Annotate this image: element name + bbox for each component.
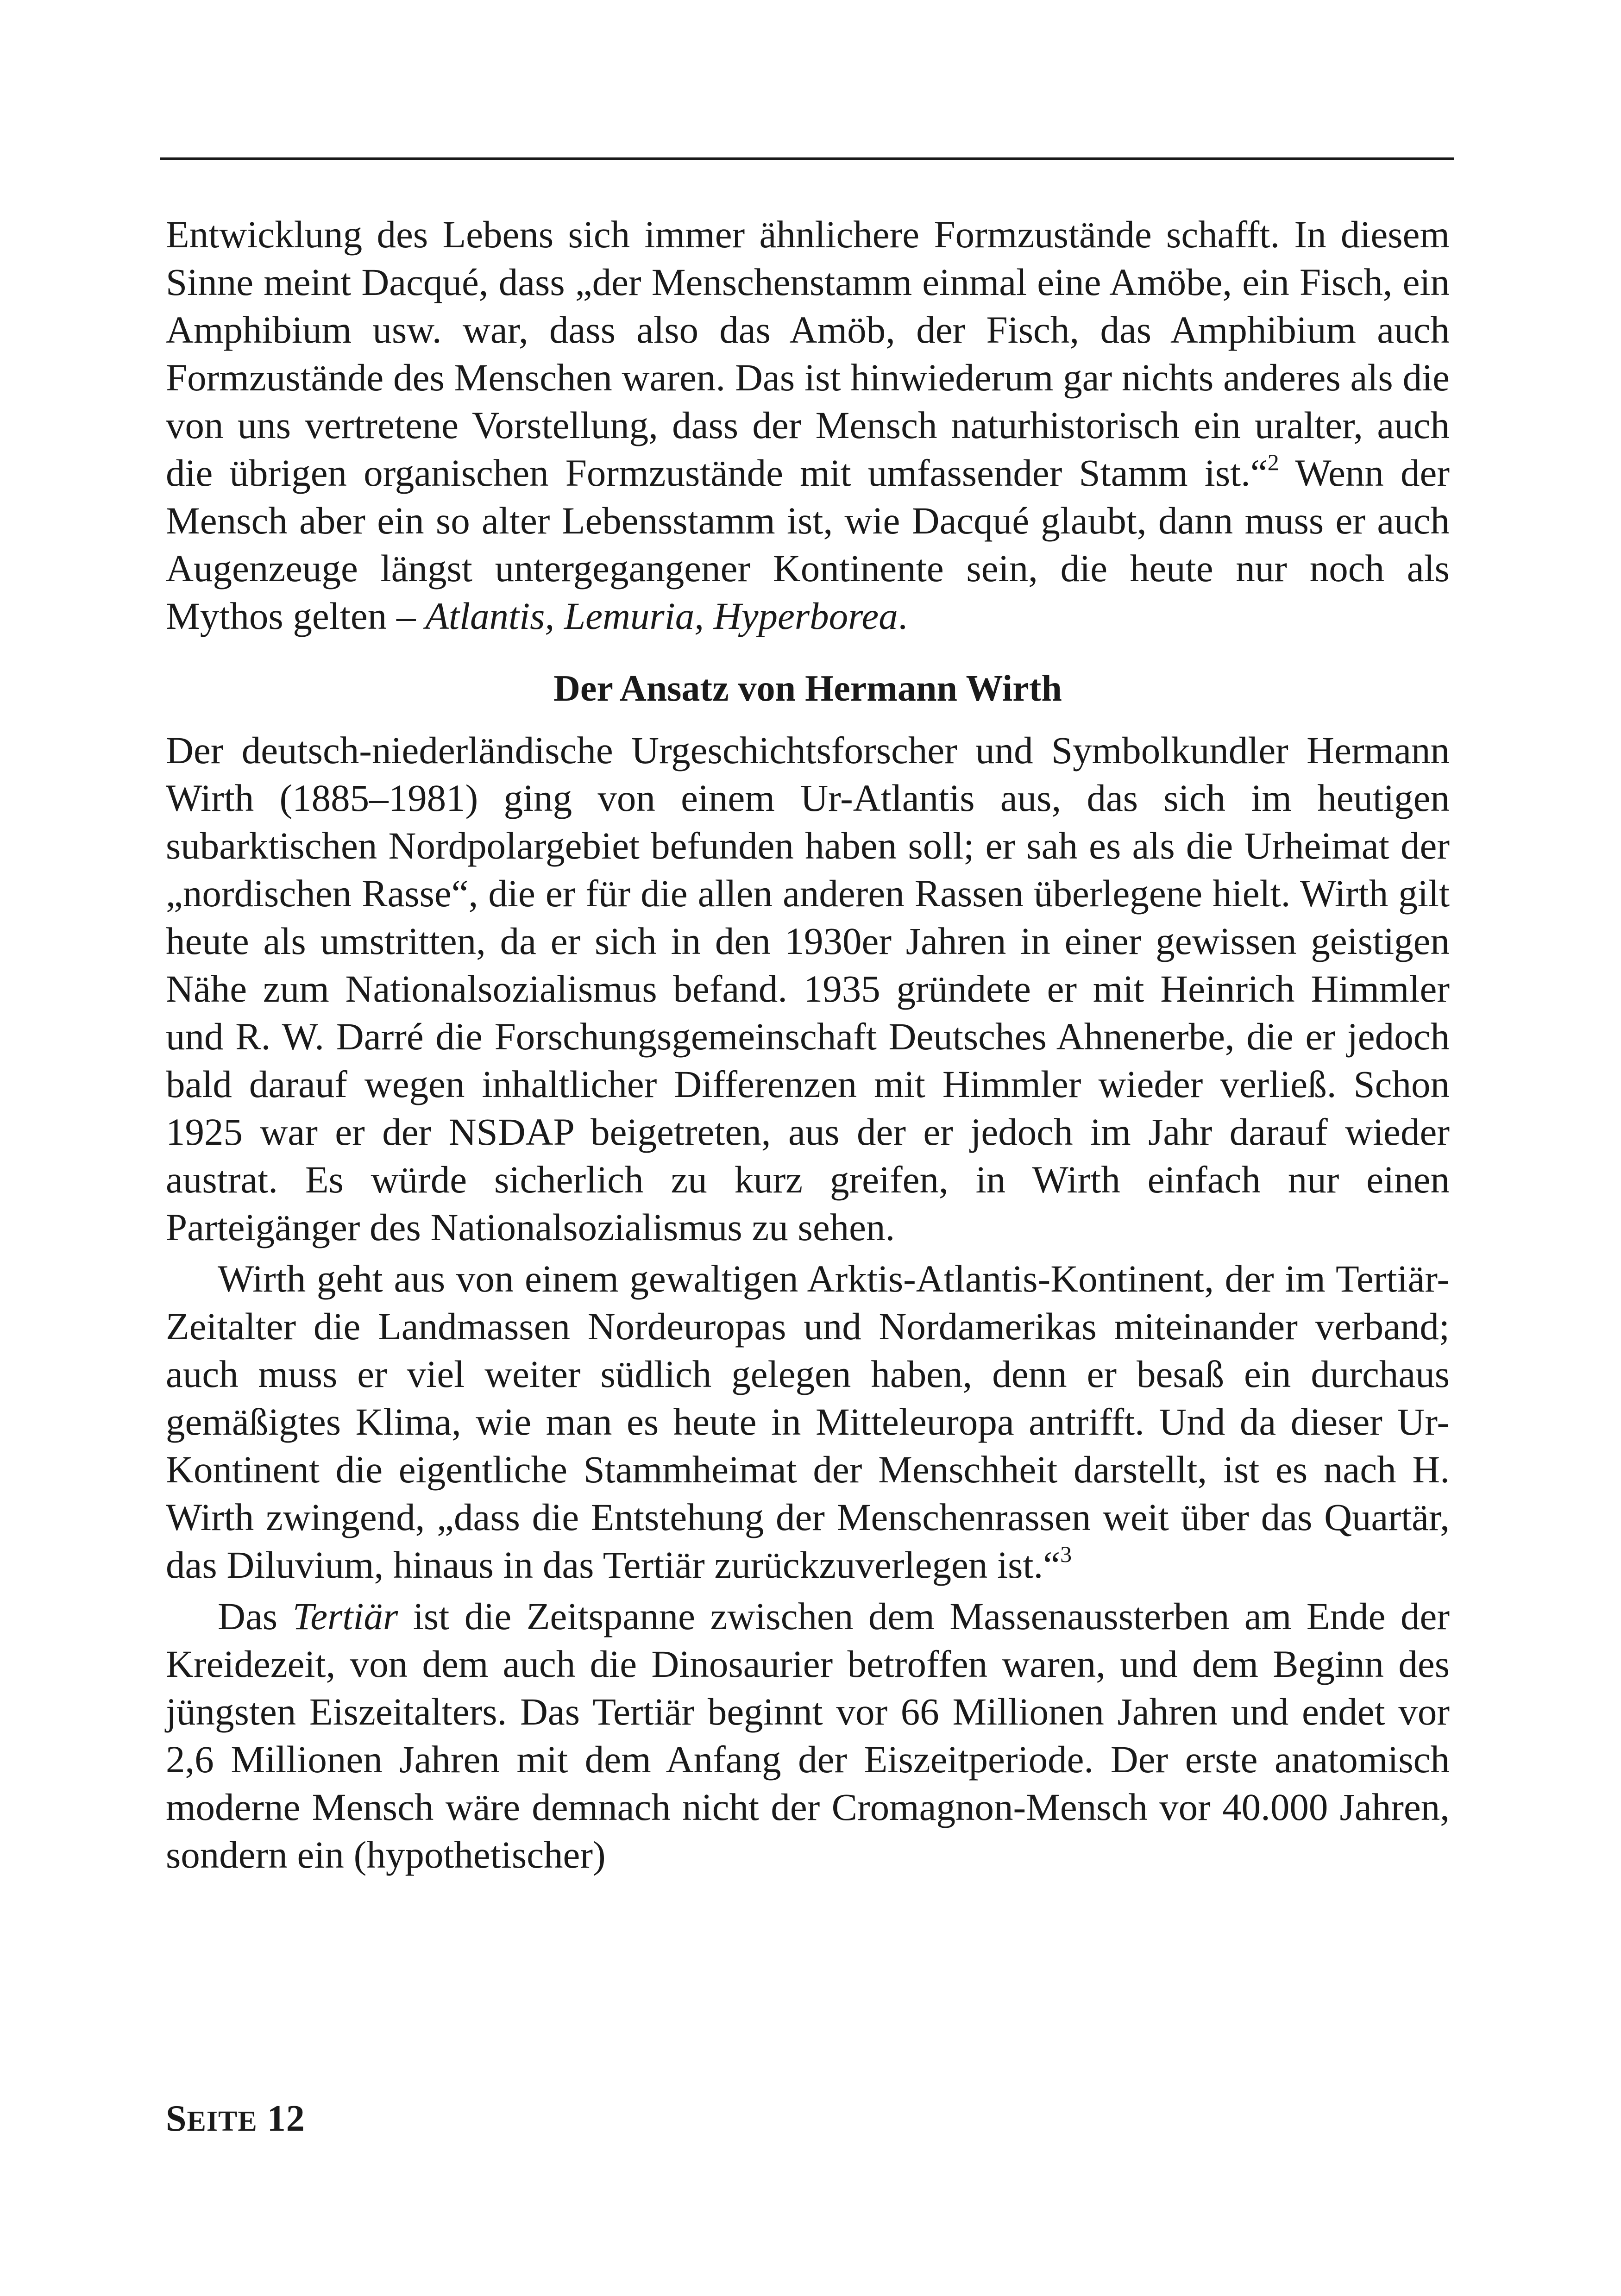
paragraph xyxy=(166,1255,1450,1589)
paragraph-text: Das xyxy=(218,1595,293,1637)
paragraph-text: Wenn der Mensch aber ein so alter Lebensstamm ist, wie Dacqué glaubt, dann muss er auch Augenzeuge längst untergegangener Kontinente sein, die heute nur noch als Mythos gelten – xyxy=(166,452,1450,637)
page-number: 12 xyxy=(267,2098,305,2139)
paragraph-end: . xyxy=(898,595,908,637)
paragraph-text: Entwicklung des Lebens sich immer ähnlichere Formzustände schafft. In diesem Sinne meint Dacqué, dass „der Menschenstamm einmal eine Amöbe, ein Fisch, ein Amphibium usw. war, dass also das Amöb, der Fisch, das Amphibium auch Formzustände des Menschen waren. Das ist hinwiederum gar nichts anderes als die von uns vertretene Vorstellung, dass der Mensch naturhistorisch ein uralter, auch die übrigen organischen Formzustände mit umfassender Stamm ist.“ xyxy=(166,213,1450,494)
header-rule xyxy=(160,157,1454,160)
page-body xyxy=(166,211,1450,1879)
paragraph-text: Wirth geht aus von einem gewaltigen Arktis-Atlantis-Kontinent, der im Tertiär-Zeitalter die Landmassen Nordeuropas und Nordamerikas miteinander verband; auch muss er viel weiter südlich gelegen haben, denn er besaß ein durchaus gemäßigtes Klima, wie man es heute in Mitteleuropa antrifft. Und da dieser Ur-Kontinent die eigentliche Stammheimat der Menschheit darstellt, ist es nach H. Wirth zwingend, „dass die Entstehung der Menschenrassen weit über das Quartär, das Diluvium, hinaus in das Tertiär zurückzuverlegen ist.“ xyxy=(166,1257,1450,1586)
footnote-marker[interactable]: 3 xyxy=(1060,1541,1072,1567)
footer-label-initial: S xyxy=(166,2098,187,2139)
paragraph xyxy=(166,1593,1450,1879)
paragraph-continued xyxy=(166,211,1450,640)
paragraph-text: ist die Zeitspanne zwischen dem Massenaussterben am Ende der Kreidezeit, von dem auch die Dinosaurier betroffen waren, und dem Beginn des jüngsten Eiszeitalters. Das Tertiär beginnt vor 66 Millionen Jahren und endet vor 2,6 Millionen Jahren mit dem Anfang der Eiszeitperiode. Der erste anatomisch moderne Mensch wäre demnach nicht der Cromagnon-Mensch vor 40.000 Jahren, sondern ein (hypothetischer) xyxy=(166,1595,1450,1876)
footnote-marker[interactable]: 2 xyxy=(1267,449,1279,475)
footer-label: EITE xyxy=(187,2106,258,2137)
italic-text: Tertiär xyxy=(292,1595,398,1637)
page-number-footer xyxy=(166,2095,305,2145)
paragraph: Der deutsch-niederländische Urgeschichtsforscher und Symbolkundler Hermann Wirth (1885–1981) ging von einem Ur-Atlantis aus, das sich im heutigen subarktischen Nordpolargebiet befunden haben soll; er sah es als die Urheimat der „nordischen Rasse“, die er für die allen anderen Rassen überlegene hielt. Wirth gilt heute als umstritten, da er sich in den 1930er Jahren in einer gewissen geistigen Nähe zum Nationalsozialismus befand. 1935 gründete er mit Heinrich Himmler und R. W. Darré die Forschungsgemeinschaft Deutsches Ahnenerbe, die er jedoch bald darauf wegen inhaltlicher Differenzen mit Himmler wieder verließ. Schon 1925 war er der NSDAP beigetreten, aus der er jedoch im Jahr darauf wieder austrat. Es würde sicherlich zu kurz greifen, in Wirth einfach nur einen Parteigänger des Nationalsozialismus zu sehen. xyxy=(166,729,1450,1248)
section-heading: Der Ansatz von Hermann Wirth xyxy=(553,668,1062,709)
italic-text: Atlantis, Lemuria, Hyperborea xyxy=(425,595,898,637)
